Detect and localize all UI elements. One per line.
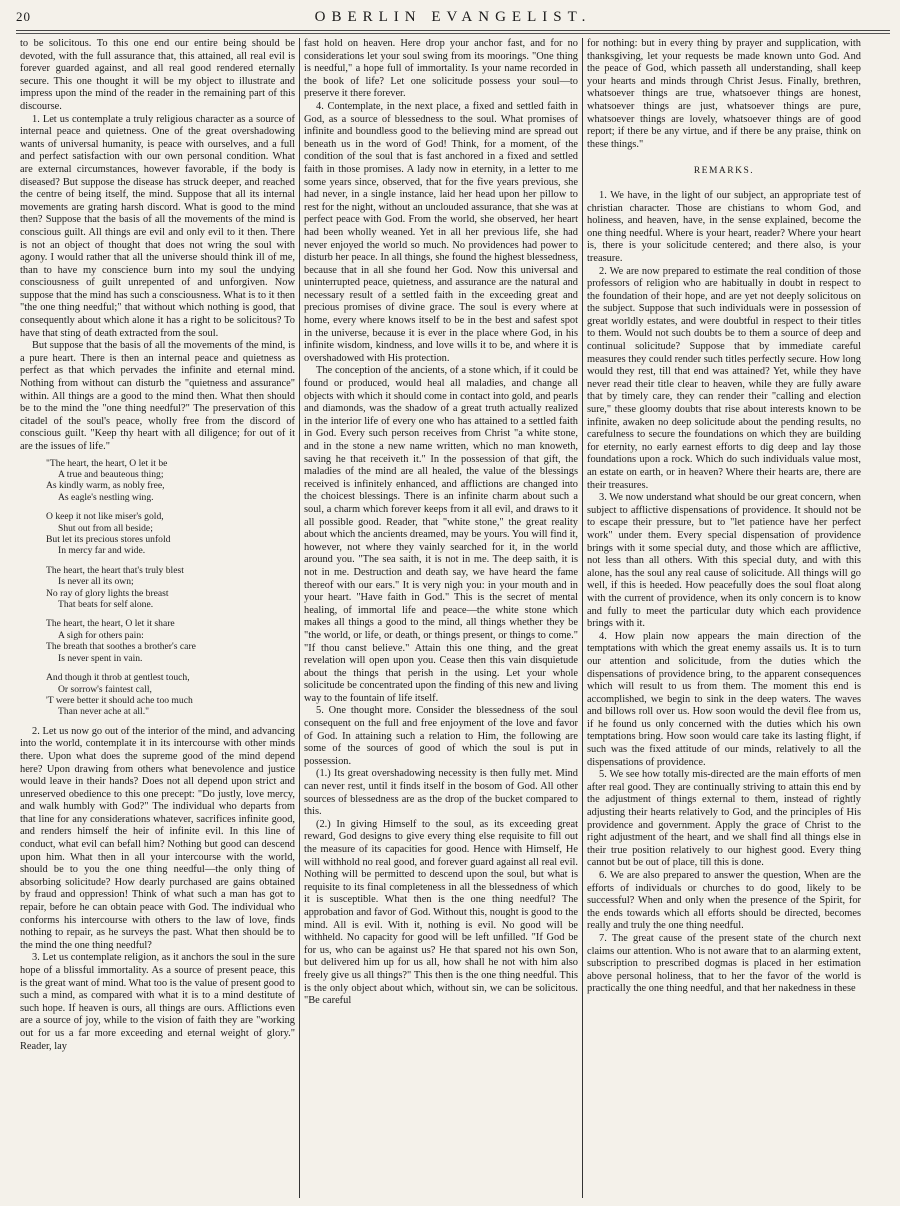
paragraph: 4. Contemplate, in the next place, a fixed and settled faith in God, as a source of blessedness to the soul. What promises of infinite and boundless good to the believing mind are spread out beneath us in the word of God! Think, for a moment, of the condition of the soul that is fast anchored in a fixed and settled faith in those promises. A lady now in eternity, in a letter to me some years since, observed, that for the five years previous, she had never, in a single instance, laid her head upon her pillow to rest for the night, without an unclouded assurance, that she was at perfect peace with God. From the world, she observed, her heart had been wholly weaned. Yet in all her previous life, she had never enjoyed the world so much. No providences had power to disturb her peace. In all things, she found the highest blessedness, because that in all she found her God. Now this universal and uninterrupted peace, quietness, and assurance are the natural and necessary result of a settled faith in the exceeding great and precious promises of divine grace. The soul is every where at home, every where knows itself to be in the best and safest spot in the universe, because it is ever in the place where God, in his infinite wisdom, kindness, and love wills it to be, and where it is overshadowed with His protection. <box>304 100 578 364</box>
paragraph: 4. How plain now appears the main direction of the temptations with which the great enemy assails us. It is to turn our attention and solicitude, from the duties which the dispensations of providence bring, to the apparent consequences which will result to us from them. The moment this end is accomplished, we begin to sink in the deep waters. The waves and billows roll over us. How soon would the devil flee from us, if he found us only concerned with the duties which his own temptations bring. How soon would care take its lasting flight, if such was the fixed attitude of our minds, relatively to all the dispensations of providence. <box>587 630 861 768</box>
poem-line: As eagle's nestling wing. <box>58 491 154 503</box>
paragraph: 6. We are also prepared to answer the question, When are the efforts of individuals or churches to do good, likely to be successful? When and only when the presence of the Spirit, for the ends towards which all efforts should be directed, becomes really and truly the one thing needful. <box>587 870 861 932</box>
paragraph: (2.) In giving Himself to the soul, as its exceeding great reward, God designs to give every thing else requisite to fill out the measure of its capacities for good. Hence with Himself, He will withhold no real good, and forever guard against all real evil. Nothing will be permitted to descend upon the soul, but what is requisite to its final completeness in all the blessedness of which it is susceptible. What then is the one thing needful? The approbation and favor of God. Without this, nought is good to the mind. All is evil. With it, nothing is evil. No good will be withheld. No capacity for good will be left unfilled. "If God be for us, who can be against us? He that spared not his own Son, but delivered him up for us all, how shall he not with him also freely give us all things?" This then is the one thing needful. This is the only object about which, without sin, we can be solicitous. "Be careful <box>304 818 578 1007</box>
poem-line: As kindly warm, as nobly free, <box>46 480 165 492</box>
column-3 <box>582 38 865 1198</box>
page-number: 20 <box>16 9 31 24</box>
poem-line: And though it throb at gentlest touch, <box>46 672 190 684</box>
poem-line: Is never spent in vain. <box>58 652 143 664</box>
poem-stanza <box>46 458 295 504</box>
poem-stanza <box>46 565 295 611</box>
poem-line: But let its precious stores unfold <box>46 534 171 546</box>
poem <box>46 458 295 718</box>
poem-line: "The heart, the heart, O let it be <box>46 457 168 469</box>
poem-line: That beats for self alone. <box>58 599 154 611</box>
header-rule <box>16 31 890 34</box>
paragraph: fast hold on heaven. Here drop your anchor fast, and for no considerations let your soul swing from its moorings. "One thing is needful," a hope full of immortality. Is your name recorded in the book of life? Let one solicitude possess your soul—to preserve it there forever. <box>304 38 578 100</box>
poem-line: In mercy far and wide. <box>58 545 146 557</box>
poem-line: 'T were better it should ache too much <box>46 694 193 706</box>
poem-line: A true and beauteous thing; <box>58 469 164 480</box>
paragraph: to be solicitous. To this one end our entire being should be devoted, with the full assurance that, this attained, all real evil is forever guarded against, and all real good rendered eternally secure. This one thought it will be my object to illustrate and impress upon the mind of the reader in the remaining part of this discourse. <box>20 38 295 112</box>
column-1 <box>16 38 299 1198</box>
poem-line: O keep it not like miser's gold, <box>46 511 164 523</box>
columns <box>16 38 890 1198</box>
masthead <box>16 4 890 31</box>
paragraph: 5. One thought more. Consider the blessedness of the soul consequent on the full and free enjoyment of the love and favor of God. In attaining such a relation to Him, the following are some of the sources of good of which the soul is put in possession. <box>304 705 578 767</box>
poem-line: The heart, the heart, O let it share <box>46 618 175 630</box>
paragraph: The conception of the ancients, of a stone which, if it could be found or produced, would heal all maladies, and change all objects with which it should come in contact into gold, and pearls and diamonds, was the shadow of a great truth actually realized in the interior life of every one who has attained to a settled faith in God. Every such person receives from Christ "a white stone, and in the stone a new name written, which no man knoweth, saving he that receiveth it." In the possession of that gift, the maladies of the mind are all healed, the value of the blessings received is infinitely enhanced, and afflictions are changed into the choicest blessings. There is an infinite charm about such a soul, a charm which forever keeps from it all evil, and draws to it all possible good. Reader, that "white stone," the great reality about which the ancients dreamed, may be yours. You will find it, however, not where they vainly searched for it, in the world around you. "The sea saith, it is not in me. The deep saith, it is not in me. Destruction and death say, we have heard the fame thereof with our ears." It is very nigh you: in your mouth and in your heart. "Have faith in God." This is the secret of mental healing, of immortal life and peace—the white stone which makes all things a good to the mind, all things whether they be "the world, or life, or death, or things present, or things to come." "If thou canst believe." Attain this one thing, and the great revelation will open upon you. Cease then this vain disquietude about the things that perish in the using. Let your whole solicitude be concentrated upon the finding of this new and living way to the fountain of life itself. <box>304 365 578 704</box>
paragraph: 2. We are now prepared to estimate the real condition of those professors of religion who are habitually in doubt in respect to the foundation of their hope, and are yet not deeply solicitous on the subject. Suppose that such individuals were in possession of great worldly estates, and were doubtful in respect to their titles to them. Would not such doubts be to them a source of deep and continual solicitude? Suppose that by immediate careful measures they could render such titles perfectly secure. How long would they rest, till that end was attained? Yet, while they have never read their title clear to heaven, while they are fully aware that by timely care, they can render their "calling and election sure," these gloomy doubts that rise about interests known to be infinite, awaken no deep solicitude about the pending results, no carefulness to secure the foundations on which they are building for eternity, no early earnest efforts to dig deep and lay those foundations upon a rock. Which do such individuals value most, an estate on earth, or in heaven? Where their hearts are, there are their treasures. <box>587 265 861 491</box>
paragraph: 1. Let us contemplate a truly religious character as a source of internal peace and quietness. One of the great overshadowing wants of universal humanity, is peace with ourselves, and a full and perfect satisfaction with our own personal condition. What are external circumstances, however favorable, if the body is diseased? But suppose the disease has struck deeper, and reached the centre of being itself, the mind. Suppose that all its internal movements are grating harsh discord. What is good to the mind then? Suppose that the basis of all the movements of the mind is conscious guilt. All things are evil and only evil to it then. There is not an object of thought that does not wring the soul with agony. I would rather that all the universe should think ill of me, than to have my conscience burn into my soul the undying consciousness of guilt unrepented of and unforgiven. Now suppose that the mind has such a consciousness. What is to it then "the one thing needful;" that without which nothing is good, that consequently about which alone it has a right to be solicitous? To have that sting of death extracted from the soul. <box>20 113 295 339</box>
poem-line: Shut out from all beside; <box>58 522 153 534</box>
poem-line: The breath that soothes a brother's care <box>46 641 196 653</box>
remarks-heading: REMARKS. <box>693 166 755 177</box>
paragraph: 2. Let us now go out of the interior of the mind, and advancing into the world, contemplate it in its intercourse with other minds there. Upon what does the supreme good of the mind depend here? Upon drawing from others what benevolence and justice would leave in their hands? Does not all depend upon strict and unreserved obedience to this one precept: "Do justly, love mercy, and walk humbly with God?" The individual who departs from that line for any considerations whatever, sacrifices infinite good, and renders himself the heir of infinite evil. In this line of conduct, what evil can befall him? Nothing but good can descend upon him. What then in all your intercourse with the world, should be to you the one thing needful—the only thing of absorbing solicitude? How dearly purchased are gains obtained by fraud and oppression! Think of what such a man has got to repair, before he can obtain peace with God. The individual who conforms his intercourse with others to the law of love, finds nothing to repair, as he surveys the past. What then should be to the mind the one thing needful? <box>20 725 295 951</box>
running-title: OBERLIN EVANGELIST. <box>314 8 592 25</box>
paragraph: 1. We have, in the light of our subject, an appropriate test of christian character. Those are chistians to whom God, and holiness, and heaven, have, in the sense explained, become the one thing needful. Where is your heart, reader? Where your heart is, there is your solicitude centered; and there also, is your treasure. <box>587 189 861 264</box>
poem-line: Than never ache at all." <box>58 706 150 718</box>
paragraph: for nothing: but in every thing by prayer and supplication, with thanksgiving, let your requests be made known unto God. And the peace of God, which passeth all understanding, shall keep your hearts and minds through Christ Jesus. Finally, brethren, whatsoever things are true, whatsoever things are honest, whatsoever things are just, whatsoever things are pure, whatsoever things are lovely, whatsoever things are of good report; if there be any virtue, and if there be any praise, think on these things." <box>587 38 861 150</box>
poem-stanza <box>46 618 295 664</box>
paragraph: 3. Let us contemplate religion, as it anchors the soul in the sure hope of a blissful immortality. As a source of present peace, this is the great want of mind. What too is the value of present good to such a mind, as compared with what it is to a mind destitute of such hope. If heaven is ours, all things are ours. Afflictions even are a source of joy, while to the vision of faith they are "working out for us a far more exceeding and eternal weight of glory." Reader, lay <box>20 952 295 1052</box>
poem-stanza <box>46 672 295 718</box>
paragraph: 7. The great cause of the present state of the church next claims our attention. Who is not aware that to an alarming extent, subscription to prescribed dogmas is placed in her estimation above personal holiness, that to her the favor of the world is practically the one thing needful, and that her nakedness in these <box>587 932 861 995</box>
poem-line: Or sorrow's faintest call, <box>58 683 152 695</box>
poem-line: Is never all its own; <box>58 576 134 588</box>
paragraph: But suppose that the basis of all the movements of the mind, is a pure heart. There is then an internal peace and quietness as perfect as that which pervades the infinite and eternal mind. Nothing from without can disturb the "quietness and assurance" within. All things are a good to the mind then. What then should be to the mind the "one thing needful?" The preservation of this citadel of the soul's peace, wholly free from the discord of conscious guilt. "Keep thy heart with all diligence; for out of it are the issues of life." <box>20 340 295 452</box>
poem-line: The heart, the heart that's truly blest <box>46 564 184 576</box>
poem-stanza <box>46 511 295 557</box>
poem-line: A sigh for others pain: <box>58 629 144 641</box>
poem-line: No ray of glory lights the breast <box>46 587 169 599</box>
paragraph: 3. We now understand what should be our great concern, when subject to afflictive dispensations of providence. It should not be to escape their pressure, but to "let patience have her perfect work" under them. Every special dispensation of providence brings with it some special duty, and those which are afflictive, not less than all others. With this special duty, and with this alone, has the soul any real cause of solicitude. All things will go well, if this is heeded. How peacefully does the soul float along with the current of providence, when its only concern is to know and fully to meet the particular duty which each providence brings with it. <box>587 492 861 630</box>
column-2 <box>299 38 582 1198</box>
paragraph: (1.) Its great overshadowing necessity is then fully met. Mind can never rest, until it finds itself in the bosom of God. All other sources of blessedness are as the drop of the bucket compared to this. <box>304 768 578 818</box>
paragraph: 5. We see how totally mis-directed are the main efforts of men after real good. They are continually striving to attain this end by the adjustment of things external to them, instead of rightly adjusting their hearts relatively to God, and the principles of His providence and government. Apply the grace of Christ to the right adjustment of the heart, and we shall find all things else in their true position relatively to our highest good. Every thing cannot but be out of place, till this is done. <box>587 769 861 869</box>
